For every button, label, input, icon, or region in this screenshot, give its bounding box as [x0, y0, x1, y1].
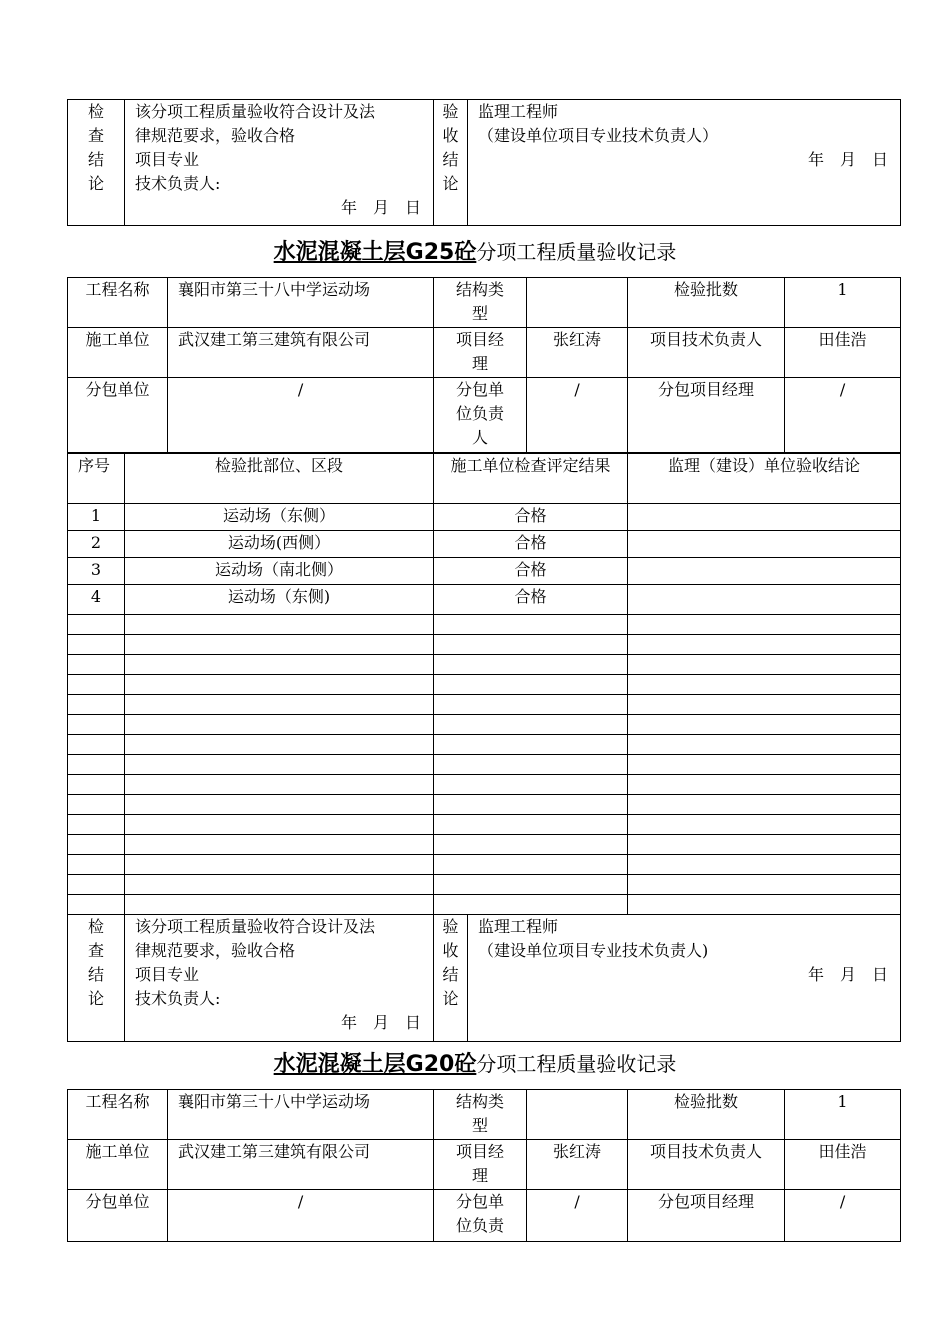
empty-row [68, 855, 901, 875]
section1-items-table [67, 453, 901, 1042]
row-no: 4 [68, 585, 125, 615]
table-row [68, 504, 901, 531]
row-supervisor [628, 558, 901, 585]
col-supervisor: 监理（建设）单位验收结论 [628, 454, 901, 504]
tech-lead: 田佳浩 [785, 1140, 901, 1190]
row-supervisor [628, 585, 901, 615]
batch-count: 1 [785, 278, 901, 328]
sub-lead-label: 分包单位负责人 [434, 378, 527, 453]
accept-date: 年 月 日 [807, 150, 888, 169]
accept-label: 验收结论 [434, 100, 468, 226]
sub-label: 分包单位 [68, 1190, 168, 1242]
structure-type-label: 结构类型 [434, 278, 527, 328]
check-text: 该分项工程质量验收符合设计及法 律规范要求，验收合格 项目专业 技术负责人: 年 月 日 [125, 915, 434, 1042]
empty-row [68, 635, 901, 655]
structure-type-label: 结构类型 [434, 1090, 527, 1140]
section2-title: 水泥混凝土层G20砼分项工程质量验收记录 [273, 1052, 677, 1077]
col-contractor-eval: 施工单位检查评定结果 [434, 454, 628, 504]
batch-count-label: 检验批数 [628, 1090, 785, 1140]
row-location: 运动场（东侧） [125, 504, 434, 531]
row-result: 合格 [434, 531, 628, 558]
row-no: 3 [68, 558, 125, 585]
empty-row [68, 695, 901, 715]
empty-row [68, 655, 901, 675]
section1-title: 水泥混凝土层G25砼分项工程质量验收记录 [273, 240, 677, 265]
empty-row [68, 775, 901, 795]
empty-row [68, 835, 901, 855]
row-supervisor [628, 504, 901, 531]
empty-row [68, 675, 901, 695]
empty-row [68, 615, 901, 635]
table-row [68, 585, 901, 615]
project-name-label: 工程名称 [68, 1090, 168, 1140]
sub-pm-label: 分包项目经理 [628, 1190, 785, 1242]
structure-type [527, 1090, 628, 1140]
tech-lead-label: 项目技术负责人 [628, 1140, 785, 1190]
empty-row [68, 715, 901, 735]
table-row [68, 531, 901, 558]
contractor: 武汉建工第三建筑有限公司 [168, 328, 434, 378]
sub: / [168, 378, 434, 453]
row-supervisor [628, 531, 901, 558]
sub: / [168, 1190, 434, 1242]
empty-row [68, 815, 901, 835]
empty-row [68, 875, 901, 895]
check-label: 检查结论 [68, 100, 125, 226]
row-location: 运动场（东侧) [125, 585, 434, 615]
sub-lead-label: 分包单位负责 [434, 1190, 527, 1242]
batch-count: 1 [785, 1090, 901, 1140]
sub-pm: / [785, 378, 901, 453]
accept-label: 验收结论 [434, 915, 468, 1041]
top-conclusion-table [67, 99, 901, 226]
row-no: 1 [68, 504, 125, 531]
section1-info-table [67, 277, 901, 453]
section2-info-table [67, 1089, 901, 1242]
empty-row [68, 895, 901, 915]
row-result: 合格 [434, 558, 628, 585]
empty-row [68, 795, 901, 815]
project-name: 襄阳市第三十八中学运动场 [168, 278, 434, 328]
contractor: 武汉建工第三建筑有限公司 [168, 1140, 434, 1190]
sub-lead: / [527, 378, 628, 453]
accept-date: 年 月 日 [807, 965, 888, 984]
check-text: 该分项工程质量验收符合设计及法 律规范要求，验收合格 项目专业 技术负责人: 年 月 日 [125, 100, 434, 226]
row-location: 运动场（南北侧） [125, 558, 434, 585]
table-row [68, 558, 901, 585]
accept-text: 监理工程师 （建设单位项目专业技术负责人) 年 月 日 [468, 915, 900, 1041]
pm: 张红涛 [527, 328, 628, 378]
sub-pm: / [785, 1190, 901, 1242]
project-name: 襄阳市第三十八中学运动场 [168, 1090, 434, 1140]
batch-count-label: 检验批数 [628, 278, 785, 328]
check-date: 年 月 日 [340, 1013, 421, 1032]
structure-type [527, 278, 628, 328]
check-label: 检查结论 [68, 915, 125, 1042]
row-result: 合格 [434, 585, 628, 615]
sub-label: 分包单位 [68, 378, 168, 453]
contractor-label: 施工单位 [68, 328, 168, 378]
col-location: 检验批部位、区段 [125, 454, 434, 504]
tech-lead-label: 项目技术负责人 [628, 328, 785, 378]
pm-label: 项目经理 [434, 1140, 527, 1190]
accept-text: 监理工程师 （建设单位项目专业技术负责人） 年 月 日 [468, 100, 901, 226]
empty-row [68, 755, 901, 775]
project-name-label: 工程名称 [68, 278, 168, 328]
contractor-label: 施工单位 [68, 1140, 168, 1190]
sub-lead: / [527, 1190, 628, 1242]
accept-cell [434, 915, 901, 1042]
tech-lead: 田佳浩 [785, 328, 901, 378]
row-result: 合格 [434, 504, 628, 531]
sub-pm-label: 分包项目经理 [628, 378, 785, 453]
pm: 张红涛 [527, 1140, 628, 1190]
check-date: 年 月 日 [340, 198, 421, 217]
empty-row [68, 735, 901, 755]
row-no: 2 [68, 531, 125, 558]
pm-label: 项目经理 [434, 328, 527, 378]
col-no: 序号 [68, 454, 125, 504]
row-location: 运动场(西侧） [125, 531, 434, 558]
